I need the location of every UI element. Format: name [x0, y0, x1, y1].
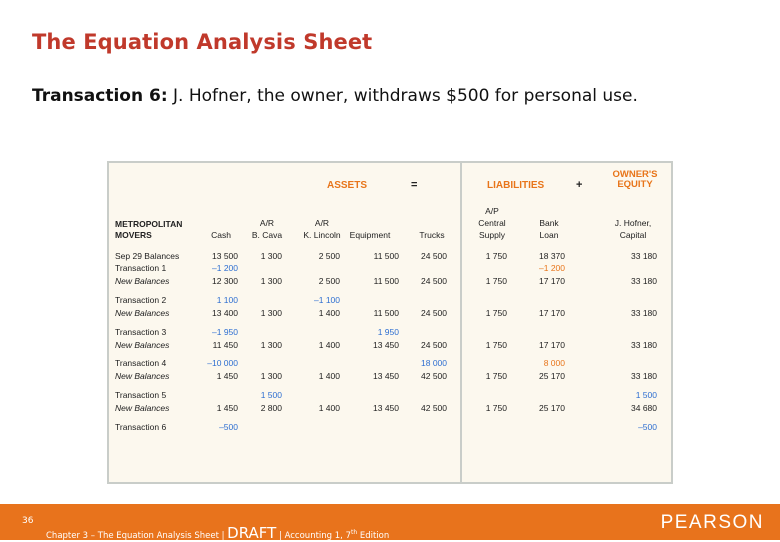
row-value: 1 100	[216, 295, 238, 305]
row-value: 1 300	[260, 308, 282, 318]
owners-equity-header	[604, 170, 666, 190]
column-header-line: Cash	[211, 230, 231, 240]
row-value: 11 500	[373, 276, 399, 286]
footer-bar	[0, 504, 780, 540]
column-header	[340, 217, 400, 241]
footer-chapter: Chapter 3 – The Equation Analysis Sheet |	[46, 531, 228, 541]
row-value: 18 370	[539, 251, 565, 261]
column-header-line: B. Cava	[251, 230, 283, 240]
company-name-line1: METROPOLITAN	[115, 219, 183, 229]
column-header	[603, 217, 663, 241]
row-value: 1 400	[318, 308, 340, 318]
transaction-label: Transaction 6:	[32, 86, 168, 106]
row-label: New Balances	[115, 276, 170, 286]
row-value: 13 400	[212, 308, 238, 318]
row-value: 1 750	[485, 276, 507, 286]
assets-header: ASSETS	[327, 180, 368, 191]
row-value: 1 450	[216, 371, 238, 381]
row-value: 1 750	[485, 340, 507, 350]
row-value: 24 500	[421, 340, 447, 350]
footer-course: | Accounting 1, 7	[276, 531, 351, 541]
column-header	[237, 217, 297, 241]
row-label: Transaction 2	[115, 295, 167, 305]
draft-label: DRAFT	[227, 524, 277, 542]
row-value: 1 750	[485, 403, 507, 413]
column-header-line: Equipment	[349, 230, 391, 240]
row-value: 13 450	[373, 371, 399, 381]
row-value: 1 750	[485, 251, 507, 261]
column-header	[519, 217, 579, 241]
owners-equity-line2: EQUITY	[617, 179, 653, 190]
footer-text	[46, 524, 389, 542]
row-value: –1 100	[314, 295, 340, 305]
transaction-text: J. Hofner, the owner, withdraws $500 for personal use.	[167, 86, 638, 106]
row-value: 13 450	[373, 403, 399, 413]
row-label: Transaction 6	[115, 422, 167, 432]
row-value: –1 950	[212, 327, 238, 337]
row-value: 42 500	[421, 371, 447, 381]
row-value: 1 950	[377, 327, 399, 337]
slide-title: The Equation Analysis Sheet	[32, 30, 373, 54]
row-value: –500	[219, 422, 238, 432]
row-value: 1 300	[260, 340, 282, 350]
equals-sign: =	[411, 179, 418, 191]
column-header-line: Central	[478, 218, 506, 228]
row-value: 13 450	[373, 340, 399, 350]
row-value: –10 000	[207, 358, 238, 368]
row-label: New Balances	[115, 371, 170, 381]
row-label: Transaction 5	[115, 390, 167, 400]
row-value: 1 300	[260, 251, 282, 261]
row-value: 1 400	[318, 371, 340, 381]
owners-equity-line1: OWNER'S	[612, 169, 658, 180]
row-value: 17 170	[539, 340, 565, 350]
row-value: 12 300	[212, 276, 238, 286]
row-value: 25 170	[539, 371, 565, 381]
row-value: 8 000	[543, 358, 565, 368]
row-value: 33 180	[631, 340, 657, 350]
company-name	[115, 219, 182, 241]
page-number: 36	[22, 516, 34, 526]
equation-analysis-sheet	[107, 161, 673, 484]
row-value: 2 800	[260, 403, 282, 413]
row-value: 1 500	[260, 390, 282, 400]
row-value: 42 500	[421, 403, 447, 413]
row-value: 1 300	[260, 371, 282, 381]
column-header-line: A/R	[259, 218, 275, 228]
row-label: Sep 29 Balances	[115, 251, 180, 261]
row-value: 1 500	[635, 390, 657, 400]
row-value: –1 200	[212, 263, 238, 273]
row-value: 1 750	[485, 371, 507, 381]
column-header-line: K. Lincoln	[303, 230, 341, 240]
row-value: 24 500	[421, 308, 447, 318]
liabilities-header: LIABILITIES	[487, 180, 545, 191]
footer-superscript: th	[350, 529, 358, 537]
row-value: 18 000	[421, 358, 447, 368]
row-value: 1 400	[318, 340, 340, 350]
row-value: 1 750	[485, 308, 507, 318]
column-header-line	[402, 217, 462, 229]
plus-sign: +	[576, 179, 583, 191]
row-value: 1 450	[216, 403, 238, 413]
row-value: 24 500	[421, 276, 447, 286]
column-header	[402, 217, 462, 241]
column-header-line: A/R	[314, 218, 330, 228]
column-header	[462, 205, 522, 241]
row-value: 17 170	[539, 308, 565, 318]
row-value: 25 170	[539, 403, 565, 413]
row-value: 33 180	[631, 371, 657, 381]
row-label: New Balances	[115, 308, 170, 318]
row-value: 17 170	[539, 276, 565, 286]
row-label: Transaction 3	[115, 327, 167, 337]
row-value: 11 500	[373, 308, 399, 318]
row-value: 11 450	[212, 340, 238, 350]
row-label: New Balances	[115, 340, 170, 350]
row-value: 34 680	[631, 403, 657, 413]
column-header-line	[340, 217, 400, 229]
column-header-line: J. Hofner,	[614, 218, 652, 228]
pearson-logo: PEARSON	[660, 512, 764, 533]
company-name-line2: MOVERS	[115, 230, 152, 240]
row-label: Transaction 4	[115, 358, 167, 368]
row-value: 1 400	[318, 403, 340, 413]
column-header-line: Supply	[479, 230, 505, 240]
row-value: 11 500	[373, 251, 399, 261]
row-value: 2 500	[318, 251, 340, 261]
row-value: 1 300	[260, 276, 282, 286]
column-header-line: A/P	[485, 206, 499, 216]
row-value: 13 500	[212, 251, 238, 261]
row-label: Transaction 1	[115, 263, 167, 273]
column-header-line: Bank	[539, 218, 559, 228]
row-value: 2 500	[318, 276, 340, 286]
column-header-line: Trucks	[419, 230, 445, 240]
row-value: –1 200	[539, 263, 565, 273]
row-value: 33 180	[631, 251, 657, 261]
row-value: 33 180	[631, 308, 657, 318]
row-label: New Balances	[115, 403, 170, 413]
transaction-description	[32, 86, 638, 106]
row-value: 33 180	[631, 276, 657, 286]
footer-edition: Edition	[357, 531, 390, 541]
row-value: 24 500	[421, 251, 447, 261]
row-value: –500	[638, 422, 657, 432]
column-header-line: Capital	[619, 230, 647, 240]
column-header-line: Loan	[539, 230, 559, 240]
